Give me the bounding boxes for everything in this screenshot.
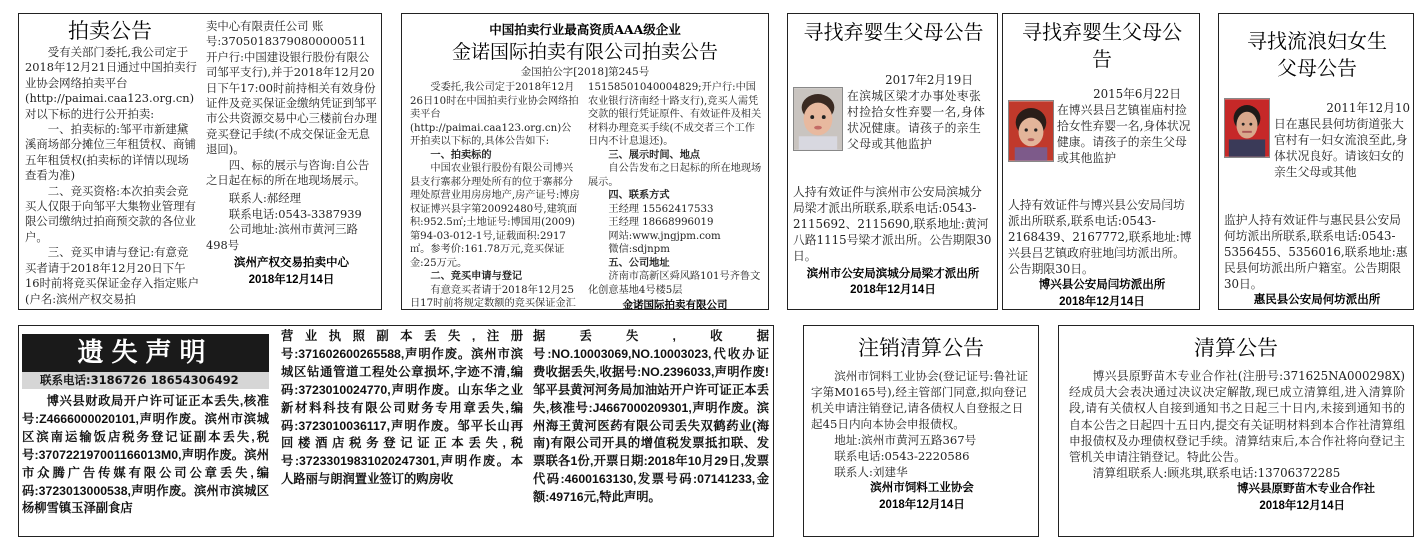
date: 2018年12月14日 (879, 499, 965, 511)
contact-person: 联系人:郝经理 (228, 191, 301, 206)
date: 2018年12月14日 (1259, 500, 1345, 513)
infant-photo-image (794, 88, 842, 150)
auction-notice-1-col2: 卖中心有限责任公司 账号:37050183790800000511 开户行:中国建设银行股份有限公司邹平支行),并于2018年12月20日下午17:00时前持相关有效身份证件及竞买保证金缴纳凭证到邹平市公共资源交易中心三楼前台办理竞买登记手续(不成交保证金无息退回)。 四、标的展示与咨询:自公告之日起在标的所在地现场展示。 联系人:郝经理 联系电话:0543-3387939 公司地址:滨州市黄河三路498号 滨州产权交易拍卖中心 2018年12月14日 (206, 19, 377, 289)
auction-notice-2 (401, 13, 769, 310)
notice-title: 清算公告 (1194, 336, 1278, 360)
notice-title: 寻找弃婴生父母公告 (803, 20, 984, 44)
lost-col2: 营业执照副本丢失,注册号:371602600265588,声明作废。滨州市滨城区钻通管道工程处公章损坏,字迹不清,编码:3723010024770,声明作废。山东华之业新材料科技有限公司财务专用章丢失,编码:3723010036117,声明作废。邹平长山再回楼酒店税务登记证正本丢失,税号:37233019831020247301,声明作废。本人路丽与朗润置业签订的购房收 (281, 329, 523, 487)
contact: 联系人:刘建华 (834, 465, 908, 479)
notice-title: 注销清算公告 (858, 336, 984, 360)
signer: 博兴县公安局闫坊派出所 (1038, 279, 1166, 291)
infant-photo (793, 87, 843, 151)
notice-title: 寻找流浪妇女生父母公告 (1247, 29, 1387, 80)
date: 2018年12月14日 (850, 284, 936, 296)
vagrant-woman-notice: 寻找流浪妇女生父母公告 2011年12月10 日在惠民县何坊街道张大官村有一妇女流浪至此,身体状况良好。请该妇女的亲生父母或其他 监护人持有效证件与惠民县公安局何坊派出所联系,联系电话:0543-5356455、5356016,联系地址:惠民县何坊派出所户籍室。公告期限30日。 惠民县公安局何坊派出所 (1218, 13, 1414, 310)
notice-title: 寻找弃婴生父母公告 (1022, 20, 1182, 71)
deregistration-notice: 注销清算公告 滨州市饲料工业协会(登记证号:鲁社证字第M0165号),经主管部门同意,拟向登记机关申请注销登记,请各债权人自登报之日起45日内向本协会申报债权。 地址:滨州市黄河五路367号 联系电话:0543-2220586 联系人:刘建华 滨州市饲料工业协会 2018年12月14日 (803, 325, 1039, 537)
signer: 惠民县公安局何坊派出所 (1253, 294, 1381, 306)
signer: 金诺国际拍卖有限公司 (622, 299, 728, 310)
auction-notice-1 (18, 13, 382, 310)
lost-title: 遗失声明 (22, 334, 269, 372)
lost-col3: 据丢失,收据号:NO.10003069,NO.10003023,代收办证费收据丢失,收据号:NO.2396033,声明作废!邹平县黄河河务局加油站开户许可证正本丢失,核准号:J4667000209301,声明作废。滨州海王黄河医药有限公司丢失双鹤药业(海南)有限公司开具的增值税发票抵扣联、发票联各1份,开票日期:2018年10月29日,发票代码:4600163130,发票号码:07141233,金额:49716元,特此声明。 (533, 329, 769, 505)
date (1224, 309, 1410, 310)
company-address: 公司地址:滨州市黄河三路498号 (206, 222, 358, 252)
auction-notice-2-col2: 15158501040004829;开户行:中国农业银行济南经十路支行),竞买人需凭交款的银行凭证原件、有效证件及相关材料办理竞买手续(不成交者三个工作日内不计息退还)。 三、展示时间、地点 自公告发布之日起标的所在地现场展示。 四、联系方式 王经理 15562417533 王经理 18668996019 网站:www.jngjpm.com 微信:sdjnpm 五、公司地址 济南市高新区舜风路101号齐鲁文化创意基地4号楼5层 金诺国际拍卖有限公司 (588, 82, 762, 310)
signer: 滨州市公安局滨城分局梁才派出所 (806, 268, 980, 280)
date-line: 2011年12月10 (1326, 101, 1410, 115)
address: 地址:滨州市黄河五路367号 (834, 433, 977, 447)
auction-notice-2-title: 金诺国际拍卖有限公司拍卖公告 (451, 41, 718, 63)
auction-notice-1-title: 拍卖公告 (68, 19, 152, 43)
contact: 清算组联系人:顾兆琪,联系电话:13706372285 (1092, 466, 1341, 481)
liquidation-notice: 清算公告 博兴县原野苗木专业合作社(注册号:371625NA000298X)经成员大会表决通过决议决定解散,现已成立清算组,进入清算阶段,请有关债权人自接到通知书之日起三十日内,未接到通知书的自本公告之日起四十五日内,提交有关证明材料到本合作社清算组申报债权及办理债权登记手续。清算结束后,本合作社将向登记主管机关申请注销登记。特此公告。 清算组联系人:顾兆琪,联系电话:13706372285 博兴县原野苗木专业合作社 2018年12月14日 (1058, 325, 1414, 537)
auction-notice-2-number: 金国拍公字[2018]第245号 (520, 66, 650, 78)
woman-photo (1224, 98, 1270, 158)
signer: 博兴县原野苗木专业合作社 (1237, 483, 1375, 496)
lost-col1: 博兴县财政局开户许可证正本丢失,核准号:Z4666000020101,声明作废。滨州市滨城区滨南运输饭店税务登记证副本丢失,税号:370722197001166013M0,声明作废。滨州市众腾广告传媒有限公司公章丢失,编码:3723013000538,声明作废。滨州市滨城区杨柳雪镇玉泽副食店 (22, 394, 269, 516)
auction-notice-1-col1: 受有关部门委托,我公司定于2018年12月21日通过中国拍卖行业协会网络拍卖平台(http://paimai.caa123.org.cn)对以下标的进行公开拍卖: 一、拍卖标的:邹平市新建黛溪商场部分摊位三年租赁权、商铺五年租赁权(拍卖标的详情以现场查看为准) 二、竞买资格:本次拍卖会竞买人仅限于向邹平大集物业管理有限公司缴纳过拍商预交款的各位业户。 三、竞买申请与登记:有意竞买者请于2018年12月20日下午16时前将竞买保证金存入指定账户(户名:滨州产权交易拍 (25, 45, 199, 306)
date-line: 2015年6月22日 (1093, 87, 1181, 101)
date: 2018年12月14日 (1059, 296, 1145, 308)
abandoned-infant-notice-1: 寻找弃婴生父母公告 2017年2月19日 在滨城区梁才办事处枣张村捡拾女性弃婴一名,身体状况健康。请孩子的亲生父母或其他监护 人持有效证件与滨州市公安局滨城分局梁才派出所联系,联系电话:0543-2115692、2115690,联系地址:黄河八路1115号梁才派出所。公告期限30日。 滨州市公安局滨城分局梁才派出所 2018年12月14日 (787, 13, 998, 310)
phone: 联系电话:0543-2220586 (834, 449, 970, 463)
signer: 滨州市饲料工业协会 (870, 482, 974, 494)
contact-phone: 联系电话:0543-3387939 (228, 206, 362, 221)
signer: 滨州产权交易拍卖中心 (234, 257, 349, 270)
infant-photo-image (1009, 101, 1053, 161)
auction-notice-2-header: 中国拍卖行业最高资质AAA级企业 (489, 22, 681, 37)
date: 2018年12月14日 (248, 274, 335, 287)
woman-photo-image (1225, 99, 1269, 157)
abandoned-infant-notice-2: 寻找弃婴生父母公告 2015年6月22日 在博兴县吕艺镇崔庙村捡拾女性弃婴一名,身体状况健康。请孩子的亲生父母或其他监护 人持有效证件与博兴县公安局闫坊派出所联系,联系电话:0543-2168439、2167772,联系地址:博兴县吕艺镇政府驻地闫坊派出所。公告期限30日。 博兴县公安局闫坊派出所 2018年12月14日 (1002, 13, 1200, 310)
lost-phone: 联系电话:3186726 18654306492 (22, 372, 269, 389)
infant-photo (1008, 100, 1054, 162)
auction-notice-2-col1: 受委托,我公司定于2018年12月26日10时在中国拍卖行业协会网络拍卖平台(http://paimai.caa123.org.cn)公开拍卖以下标的,具体公告如下: 一、拍卖标的 中国农业银行股份有限公司博兴县支行寨郝分理处所有的位于寨郝分理处原营业用房房地产,房产证号:博房权证博兴县字第20092480号,建筑面积:952.5㎡;土地证号:博国用(2009)第94-03-012-1号,证载面积:2917㎡。参考价:161.78万元,竞买保证金:25万元。 二、竞买申请与登记 有意竞买者请于2018年12月25日17时前将规定数额的竞买保证金汇 (410, 82, 580, 309)
date-line: 2017年2月19日 (885, 73, 973, 87)
